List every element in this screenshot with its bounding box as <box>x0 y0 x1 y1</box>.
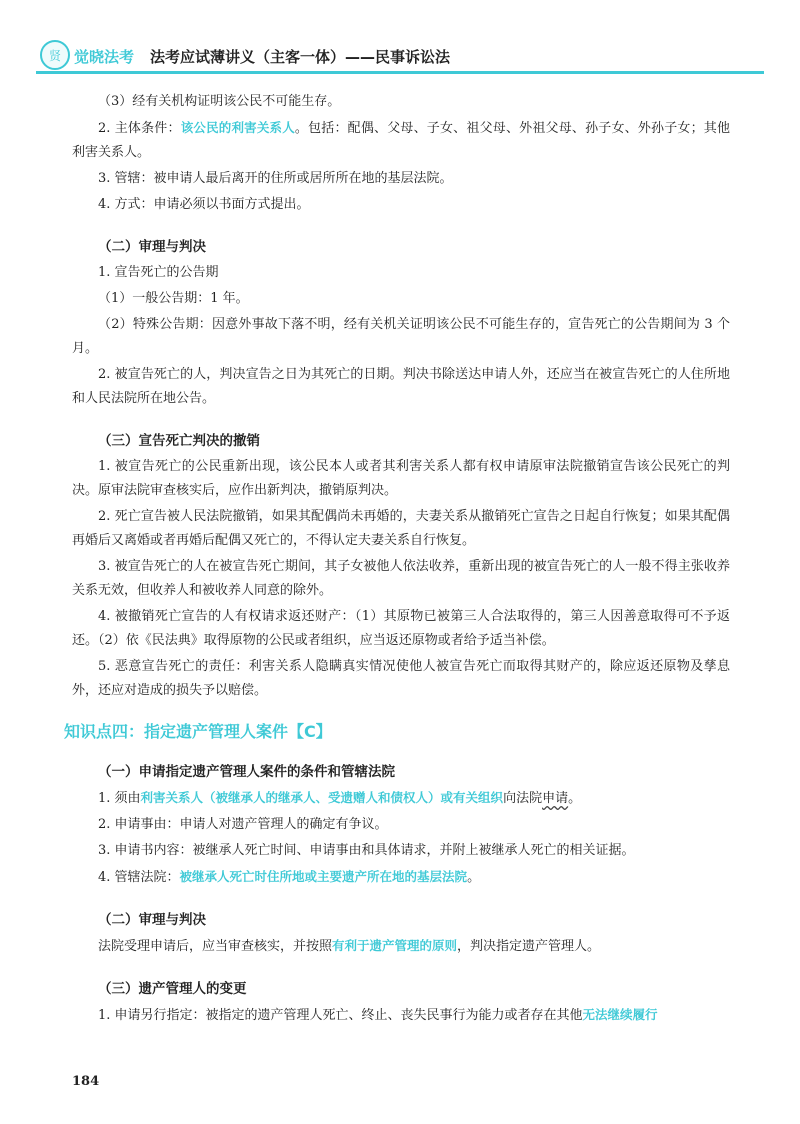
paragraph <box>72 934 730 959</box>
paragraph: （2）特殊公告期：因意外事故下落不明，经有关机关证明该公民不可能生存的，宣告死亡的公告期间为 3 个月。 <box>72 317 730 356</box>
paragraph: 2. 死亡宣告被人民法院撤销，如果其配偶尚未再婚的，夫妻关系从撤销死亡宣告之日起自行恢复；如果其配偶再婚后又离婚或者再婚后配偶又死亡的，不得认定夫妻关系自行恢复。 <box>72 509 730 548</box>
page-number: 184 <box>72 1074 100 1089</box>
paragraph: （1）一般公告期：1 年。 <box>98 291 249 306</box>
text-run: 。 <box>568 791 582 806</box>
paragraph <box>72 116 730 165</box>
page-header <box>0 0 800 74</box>
section-heading: （三）遗产管理人的变更 <box>98 981 247 997</box>
paragraph: 2. 被宣告死亡的人，判决宣告之日为其死亡的日期。判决书除送达申请人外，还应当在被宣告死亡的人住所地和人民法院所在地公告。 <box>72 367 730 406</box>
paragraph: 3. 被宣告死亡的人在被宣告死亡期间，其子女被他人依法收养，重新出现的被宣告死亡的人一般不得主张收养关系无效，但收养人和被收养人同意的除外。 <box>72 559 730 598</box>
paragraph <box>72 786 730 811</box>
paragraph <box>72 865 730 890</box>
highlight-text: 无法继续履行 <box>582 1007 658 1022</box>
text-run: 1. 申请另行指定：被指定的遗产管理人死亡、终止、丧失民事行为能力或者存在其他 <box>98 1008 583 1023</box>
paragraph: 3. 管辖：被申请人最后离开的住所或居所所在地的基层法院。 <box>98 171 453 186</box>
text-run: 2. 主体条件： <box>98 121 181 136</box>
paragraph: 4. 被撤销死亡宣告的人有权请求返还财产：（1）其原物已被第三人合法取得的，第三人因善意取得可不予返还。（2）依《民法典》取得原物的公民或者组织，应当返还原物或者给予适当补偿。 <box>72 609 730 648</box>
knowledge-point-title: 知识点四：指定遗产管理人案件【C】 <box>64 722 332 741</box>
text-run: 4. 管辖法院： <box>98 870 180 885</box>
text-run: ，判决指定遗产管理人。 <box>457 939 601 954</box>
highlight-text: 被继承人死亡时住所地或主要遗产所在地的基层法院 <box>179 869 468 884</box>
section-heading: （二）审理与判决 <box>98 239 206 255</box>
paragraph: 5. 恶意宣告死亡的责任：利害关系人隐瞒真实情况使他人被宣告死亡而取得其财产的，除应返还原物及孳息外，还应对造成的损失予以赔偿。 <box>72 659 730 698</box>
paragraph <box>72 1003 730 1028</box>
highlight-text: 该公民的利害关系人 <box>180 120 295 135</box>
section-heading: （三）宣告死亡判决的撤销 <box>98 433 260 449</box>
text-run: 1. 须由 <box>98 791 141 806</box>
section-heading: （一）申请指定遗产管理人案件的条件和管辖法院 <box>98 764 395 780</box>
text-run: 法院受理申请后，应当审查核实，并按照 <box>98 939 333 954</box>
paragraph: 4. 方式：申请必须以书面方式提出。 <box>98 197 310 212</box>
paragraph: 1. 宣告死亡的公告期 <box>98 265 219 280</box>
paragraph: 3. 申请书内容：被继承人死亡时间、申请事由和具体请求，并附上被继承人死亡的相关证据。 <box>98 843 635 858</box>
header-divider <box>36 71 764 74</box>
highlight-text: 有利于遗产管理的原则 <box>332 938 458 953</box>
text-run: 。 <box>467 870 481 885</box>
book-title: 法考应试薄讲义（主客一体）——民事诉讼法 <box>150 48 451 66</box>
brand-logo-icon: 贤 <box>40 40 70 70</box>
paragraph: 2. 申请事由：申请人对遗产管理人的确定有争议。 <box>98 817 388 832</box>
paragraph: （3）经有关机构证明该公民不可能生存。 <box>98 94 341 109</box>
section-heading: （二）审理与判决 <box>98 912 206 928</box>
page-body <box>64 88 730 1028</box>
text-run: 。包括：配偶、父母、子女、祖父母、外祖父母、孙子女、外孙子女；其他利害关系人。 <box>72 121 730 160</box>
brand-name: 觉晓法考 <box>74 48 135 66</box>
text-run: 向法院 <box>503 791 543 806</box>
wavy-underlined-text: 申请 <box>542 791 569 806</box>
paragraph: 1. 被宣告死亡的公民重新出现，该公民本人或者其利害关系人都有权申请原审法院撤销宣告该公民死亡的判决。原审法院审查核实后，应作出新判决，撤销原判决。 <box>72 459 730 498</box>
highlight-text: 利害关系人（被继承人的继承人、受遗赠人和债权人）或有关组织 <box>140 790 504 805</box>
